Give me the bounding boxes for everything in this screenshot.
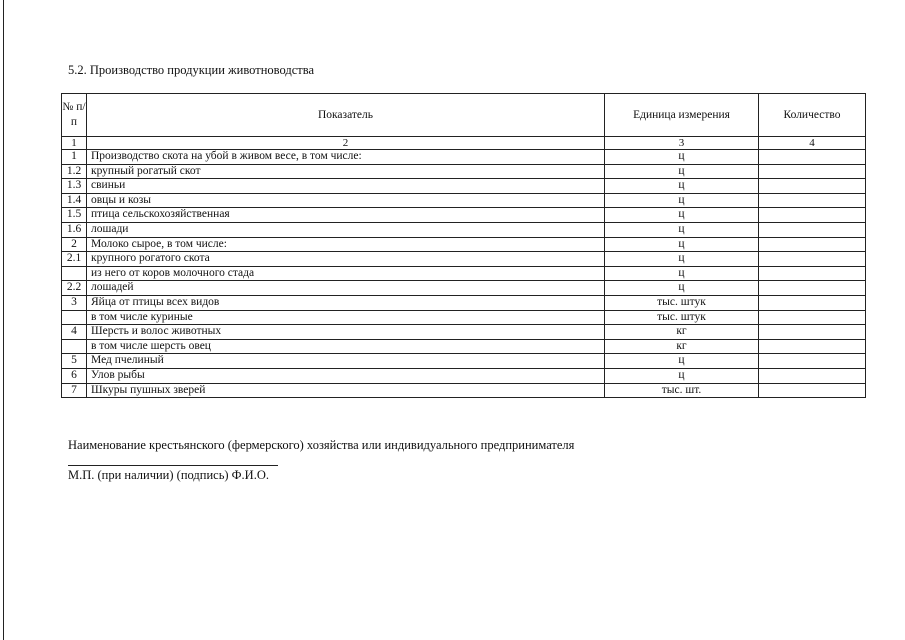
table-row bbox=[62, 325, 866, 340]
row-indicator: лошади bbox=[87, 222, 605, 237]
row-indicator: Молоко сырое, в том числе: bbox=[87, 237, 605, 252]
row-quantity[interactable] bbox=[759, 325, 866, 340]
row-number: 7 bbox=[62, 383, 87, 398]
row-quantity[interactable] bbox=[759, 208, 866, 223]
row-number: 1.4 bbox=[62, 193, 87, 208]
row-number: 4 bbox=[62, 325, 87, 340]
section-title: 5.2. Производство продукции животноводства bbox=[68, 63, 314, 77]
row-number: 2.1 bbox=[62, 252, 87, 267]
table-row bbox=[62, 208, 866, 223]
row-unit: ц bbox=[605, 368, 759, 383]
row-number bbox=[62, 339, 87, 354]
row-quantity[interactable] bbox=[759, 310, 866, 325]
header-unit: Единица измерения bbox=[605, 94, 759, 137]
row-number bbox=[62, 266, 87, 281]
column-number: 1 bbox=[62, 137, 87, 150]
row-indicator: овцы и козы bbox=[87, 193, 605, 208]
table-row bbox=[62, 281, 866, 296]
table-row bbox=[62, 266, 866, 281]
row-number: 1.5 bbox=[62, 208, 87, 223]
row-quantity[interactable] bbox=[759, 281, 866, 296]
row-unit: ц bbox=[605, 266, 759, 281]
table-row bbox=[62, 237, 866, 252]
row-indicator: в том числе куриные bbox=[87, 310, 605, 325]
row-unit: ц bbox=[605, 222, 759, 237]
signature-caption: М.П. (при наличии) (подпись) Ф.И.О. bbox=[68, 468, 269, 482]
table-row bbox=[62, 310, 866, 325]
row-unit: ц bbox=[605, 193, 759, 208]
table-row bbox=[62, 179, 866, 194]
row-number: 1 bbox=[62, 150, 87, 165]
column-number: 3 bbox=[605, 137, 759, 150]
row-unit: ц bbox=[605, 164, 759, 179]
table-row bbox=[62, 383, 866, 398]
table-row bbox=[62, 193, 866, 208]
row-quantity[interactable] bbox=[759, 252, 866, 267]
row-quantity[interactable] bbox=[759, 339, 866, 354]
row-indicator: крупного рогатого скота bbox=[87, 252, 605, 267]
row-unit: кг bbox=[605, 325, 759, 340]
row-unit: ц bbox=[605, 179, 759, 194]
row-indicator: Мед пчелиный bbox=[87, 354, 605, 369]
row-unit: ц bbox=[605, 150, 759, 165]
row-number: 5 bbox=[62, 354, 87, 369]
row-number: 1.2 bbox=[62, 164, 87, 179]
row-unit: ц bbox=[605, 208, 759, 223]
row-number: 3 bbox=[62, 295, 87, 310]
row-indicator: Шерсть и волос животных bbox=[87, 325, 605, 340]
row-unit: тыс. штук bbox=[605, 295, 759, 310]
row-quantity[interactable] bbox=[759, 295, 866, 310]
row-number: 1.3 bbox=[62, 179, 87, 194]
row-quantity[interactable] bbox=[759, 266, 866, 281]
table-row bbox=[62, 164, 866, 179]
row-quantity[interactable] bbox=[759, 354, 866, 369]
row-unit: тыс. шт. bbox=[605, 383, 759, 398]
row-number: 2 bbox=[62, 237, 87, 252]
row-unit: кг bbox=[605, 339, 759, 354]
row-unit: ц bbox=[605, 252, 759, 267]
row-number bbox=[62, 310, 87, 325]
row-indicator: Шкуры пушных зверей bbox=[87, 383, 605, 398]
table-row bbox=[62, 368, 866, 383]
row-unit: ц bbox=[605, 281, 759, 296]
row-number: 1.6 bbox=[62, 222, 87, 237]
row-number: 6 bbox=[62, 368, 87, 383]
row-unit: ц bbox=[605, 354, 759, 369]
row-quantity[interactable] bbox=[759, 164, 866, 179]
table-row bbox=[62, 252, 866, 267]
row-indicator: свиньи bbox=[87, 179, 605, 194]
row-indicator: в том числе шерсть овец bbox=[87, 339, 605, 354]
column-number: 2 bbox=[87, 137, 605, 150]
row-quantity[interactable] bbox=[759, 222, 866, 237]
farm-name-label: Наименование крестьянского (фермерского) хозяйства или индивидуального предпринимателя bbox=[68, 438, 575, 452]
row-indicator: птица сельскохозяйственная bbox=[87, 208, 605, 223]
header-num: № п/п bbox=[62, 94, 87, 137]
row-indicator: крупный рогатый скот bbox=[87, 164, 605, 179]
row-unit: ц bbox=[605, 237, 759, 252]
table-row bbox=[62, 339, 866, 354]
row-indicator: Яйца от птицы всех видов bbox=[87, 295, 605, 310]
row-quantity[interactable] bbox=[759, 368, 866, 383]
row-quantity[interactable] bbox=[759, 383, 866, 398]
row-indicator: из него от коров молочного стада bbox=[87, 266, 605, 281]
row-number: 2.2 bbox=[62, 281, 87, 296]
column-number: 4 bbox=[759, 137, 866, 150]
row-indicator: лошадей bbox=[87, 281, 605, 296]
signature-line bbox=[68, 465, 278, 466]
row-indicator: Улов рыбы bbox=[87, 368, 605, 383]
table-row bbox=[62, 295, 866, 310]
row-quantity[interactable] bbox=[759, 150, 866, 165]
row-quantity[interactable] bbox=[759, 179, 866, 194]
table-row bbox=[62, 354, 866, 369]
table-header-row bbox=[62, 94, 866, 137]
row-quantity[interactable] bbox=[759, 237, 866, 252]
page-left-border bbox=[3, 0, 4, 640]
header-quantity: Количество bbox=[759, 94, 866, 137]
row-quantity[interactable] bbox=[759, 193, 866, 208]
table-row bbox=[62, 222, 866, 237]
table-row bbox=[62, 150, 866, 165]
livestock-production-table bbox=[61, 93, 866, 398]
column-number-row bbox=[62, 137, 866, 150]
row-indicator: Производство скота на убой в живом весе, в том числе: bbox=[87, 150, 605, 165]
row-unit: тыс. штук bbox=[605, 310, 759, 325]
header-indicator: Показатель bbox=[87, 94, 605, 137]
